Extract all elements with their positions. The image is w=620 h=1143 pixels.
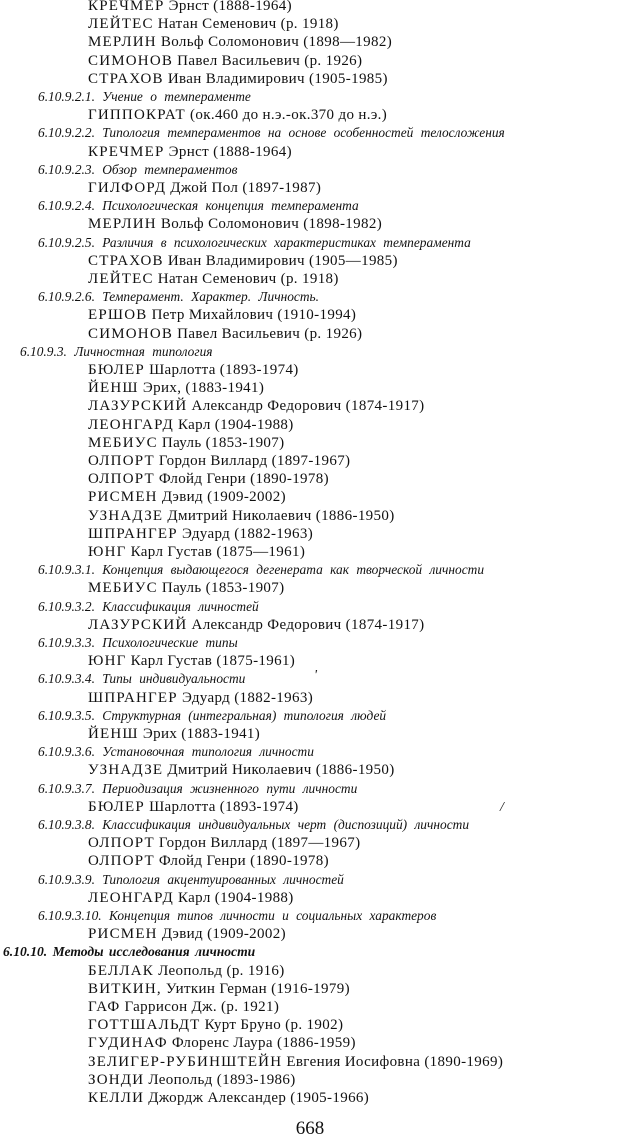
person-entry: ЛАЗУРСКИЙ Александр Федорович (1874-1917) bbox=[88, 398, 425, 415]
surname: ГИППОКРАТ bbox=[88, 107, 186, 124]
person-entry: ШПРАНГЕР Эдуард (1882-1963) bbox=[88, 689, 314, 706]
person-entry: МЕБИУС Пауль (1853-1907) bbox=[88, 580, 285, 597]
surname: ЛАЗУРСКИЙ bbox=[88, 616, 188, 633]
surname: КЕЛЛИ bbox=[88, 1090, 145, 1106]
surname: ОЛПОРТ bbox=[88, 453, 155, 469]
person-entry: ОЛПОРТ Флойд Генри (1890-1978) bbox=[88, 853, 329, 870]
person-entry: УЗНАДЗЕ Дмитрий Николаевич (1886-1950) bbox=[88, 507, 395, 524]
person-entry: СТРАХОВ Иван Владимирович (1905-1985) bbox=[88, 70, 388, 87]
subsection-heading: 6.10.9.3.3. Психологические типы bbox=[38, 635, 238, 650]
person-entry: ГАФ Гаррисон Дж. (р. 1921) bbox=[88, 999, 280, 1015]
subsection-heading: 6.10.9.3.9. Типология акцентуированных личностей bbox=[38, 871, 344, 887]
surname: БЮЛЕР bbox=[88, 798, 145, 815]
subsection-heading: 6.10.9.3. Личностная типология bbox=[20, 343, 213, 359]
surname: ГАФ bbox=[88, 999, 121, 1015]
subsection-heading: 6.10.9.2.6. Темперамент. Характер. Личность. bbox=[38, 289, 319, 305]
surname: ГУДИНАФ bbox=[88, 1035, 168, 1052]
person-entry: ГОТТШАЛЬДТ Курт Бруно (р. 1902) bbox=[88, 1017, 344, 1034]
surname: УЗНАДЗЕ bbox=[88, 762, 164, 779]
subsection-heading: 6.10.9.2.3. Обзор темпераментов bbox=[38, 161, 238, 177]
person-entry: ЗОНДИ Леопольд (1893-1986) bbox=[88, 1071, 296, 1088]
surname: СИМОНОВ bbox=[88, 325, 174, 342]
subsection-heading: 6.10.9.2.5. Различия в психологических характеристиках темперамента bbox=[38, 234, 471, 250]
person-entry: СИМОНОВ Павел Васильевич (р. 1926) bbox=[88, 325, 363, 342]
person-entry: РИСМЕН Дэвид (1909-2002) bbox=[88, 926, 286, 943]
person-entry: СТРАХОВ Иван Владимирович (1905—1985) bbox=[88, 252, 398, 269]
person-entry: ЮНГ Карл Густав (1875—1961) bbox=[88, 544, 306, 560]
surname: БЕЛЛАК bbox=[88, 962, 154, 979]
surname: ЛЕЙТЕС bbox=[88, 271, 154, 287]
person-entry: УЗНАДЗЕ Дмитрий Николаевич (1886-1950) bbox=[88, 762, 395, 779]
person-entry: ЙЕНШ Эрих (1883-1941) bbox=[88, 726, 261, 742]
surname: ШПРАНГЕР bbox=[88, 525, 178, 542]
surname: ГИЛФОРД bbox=[88, 180, 167, 196]
surname: СТРАХОВ bbox=[88, 252, 164, 269]
surname: ЛЕЙТЕС bbox=[88, 16, 154, 33]
subsection-heading: 6.10.9.3.2. Классификация личностей bbox=[38, 598, 259, 614]
person-entry: ОЛПОРТ Гордон Виллард (1897-1967) bbox=[88, 453, 351, 469]
person-entry: ЛАЗУРСКИЙ Александр Федорович (1874-1917) bbox=[88, 616, 425, 633]
surname: СИМОНОВ bbox=[88, 52, 174, 69]
subsection-heading: 6.10.9.3.7. Периодизация жизненного пути личности bbox=[38, 780, 358, 796]
surname: КРЕЧМЕР bbox=[88, 143, 165, 160]
surname: МЕРЛИН bbox=[88, 34, 157, 51]
surname: СТРАХОВ bbox=[88, 70, 164, 87]
subsection-heading: 6.10.9.2.2. Типология темпераментов на основе особенностей телосложения bbox=[38, 125, 505, 141]
surname: ЛЕОНГАРД bbox=[88, 416, 174, 433]
person-entry: МЕРЛИН Вольф Соломонович (1898-1982) bbox=[88, 216, 383, 233]
surname: УЗНАДЗЕ bbox=[88, 507, 164, 524]
person-entry: ЛЕЙТЕС Натан Семенович (р. 1918) bbox=[88, 16, 339, 33]
surname: ВИТКИН, bbox=[88, 980, 162, 997]
surname: МЕРЛИН bbox=[88, 216, 157, 233]
subsection-heading: 6.10.9.3.5. Структурная (интегральная) типология людей bbox=[38, 707, 387, 723]
surname: ЛЕОНГАРД bbox=[88, 889, 174, 906]
surname: КРЕЧМЕР bbox=[88, 0, 165, 14]
person-entry: БЮЛЕР Шарлотта (1893-1974) bbox=[88, 798, 299, 815]
surname: ЗЕЛИГЕР-РУБИНШТЕЙН bbox=[88, 1053, 283, 1070]
person-entry: БЮЛЕР Шарлотта (1893-1974) bbox=[88, 362, 299, 378]
surname: ЛАЗУРСКИЙ bbox=[88, 398, 188, 415]
person-entry: КЕЛЛИ Джордж Александер (1905-1966) bbox=[88, 1090, 370, 1106]
surname: ОЛПОРТ bbox=[88, 835, 155, 852]
surname: БЮЛЕР bbox=[88, 362, 145, 378]
surname: ЮНГ bbox=[88, 544, 127, 560]
surname: ЙЕНШ bbox=[88, 380, 139, 397]
person-entry: ВИТКИН, Уиткин Герман (1916-1979) bbox=[88, 980, 350, 997]
surname: ШПРАНГЕР bbox=[88, 689, 178, 706]
stray-slash-mark: / bbox=[500, 799, 504, 815]
subsection-heading: 6.10.9.2.1. Учение о темпераменте bbox=[38, 89, 251, 104]
person-entry: ЗЕЛИГЕР-РУБИНШТЕЙН Евгения Иосифовна (1890-1969) bbox=[88, 1053, 504, 1070]
surname: ОЛПОРТ bbox=[88, 471, 155, 488]
person-entry: ОЛПОРТ Флойд Генри (1890-1978) bbox=[88, 471, 329, 488]
surname: РИСМЕН bbox=[88, 489, 158, 506]
surname: ЮНГ bbox=[88, 653, 127, 670]
person-entry: ЮНГ Карл Густав (1875-1961) bbox=[88, 653, 296, 670]
person-entry: ГИППОКРАТ (ок.460 до н.э.-ок.370 до н.э.) bbox=[88, 107, 388, 124]
surname: МЕБИУС bbox=[88, 580, 158, 597]
surname: ОЛПОРТ bbox=[88, 853, 155, 870]
subsection-heading: 6.10.9.3.8. Классификация индивидуальных черт (диспозиций) личности bbox=[38, 817, 470, 832]
person-entry: ШПРАНГЕР Эдуард (1882-1963) bbox=[88, 525, 314, 542]
person-entry: ГУДИНАФ Флоренс Лаура (1886-1959) bbox=[88, 1035, 356, 1052]
surname: ЙЕНШ bbox=[88, 726, 139, 742]
subsection-heading: 6.10.9.3.6. Установочная типология личности bbox=[38, 744, 314, 760]
person-entry: КРЕЧМЕР Эрнст (1888-1964) bbox=[88, 0, 292, 14]
person-entry: РИСМЕН Дэвид (1909-2002) bbox=[88, 489, 286, 506]
person-entry: МЕРЛИН Вольф Соломонович (1898—1982) bbox=[88, 34, 393, 51]
surname: ЗОНДИ bbox=[88, 1071, 145, 1088]
person-entry: СИМОНОВ Павел Васильевич (р. 1926) bbox=[88, 52, 363, 69]
person-entry: ЛЕОНГАРД Карл (1904-1988) bbox=[88, 416, 294, 433]
person-entry: ОЛПОРТ Гордон Виллард (1897—1967) bbox=[88, 835, 361, 852]
stray-apostrophe-mark: ' bbox=[314, 668, 317, 684]
subsection-heading: 6.10.9.3.4. Типы индивидуальности bbox=[38, 671, 246, 687]
person-entry: МЕБИУС Пауль (1853-1907) bbox=[88, 434, 285, 451]
surname: ЕРШОВ bbox=[88, 307, 148, 324]
person-entry: ГИЛФОРД Джой Пол (1897-1987) bbox=[88, 180, 322, 196]
surname: РИСМЕН bbox=[88, 926, 158, 943]
section-heading: 6.10.10. Методы исследования личности bbox=[3, 944, 256, 960]
person-entry: ЙЕНШ Эрих, (1883-1941) bbox=[88, 380, 265, 397]
surname: ГОТТШАЛЬДТ bbox=[88, 1017, 201, 1034]
surname: МЕБИУС bbox=[88, 434, 158, 451]
subsection-heading: 6.10.9.3.1. Концепция выдающегося дегенерата как творческой личности bbox=[38, 562, 485, 578]
subsection-heading: 6.10.9.2.4. Психологическая концепция темперамента bbox=[38, 198, 359, 214]
person-entry: ЛЕОНГАРД Карл (1904-1988) bbox=[88, 889, 294, 906]
person-entry: ЛЕЙТЕС Натан Семенович (р. 1918) bbox=[88, 271, 339, 287]
page-number: 668 bbox=[295, 1118, 325, 1139]
person-entry: ЕРШОВ Петр Михайлович (1910-1994) bbox=[88, 307, 357, 324]
person-entry: БЕЛЛАК Леопольд (р. 1916) bbox=[88, 962, 285, 979]
person-entry: КРЕЧМЕР Эрнст (1888-1964) bbox=[88, 143, 292, 160]
subsection-heading: 6.10.9.3.10. Концепция типов личности и социальных характеров bbox=[38, 908, 437, 923]
